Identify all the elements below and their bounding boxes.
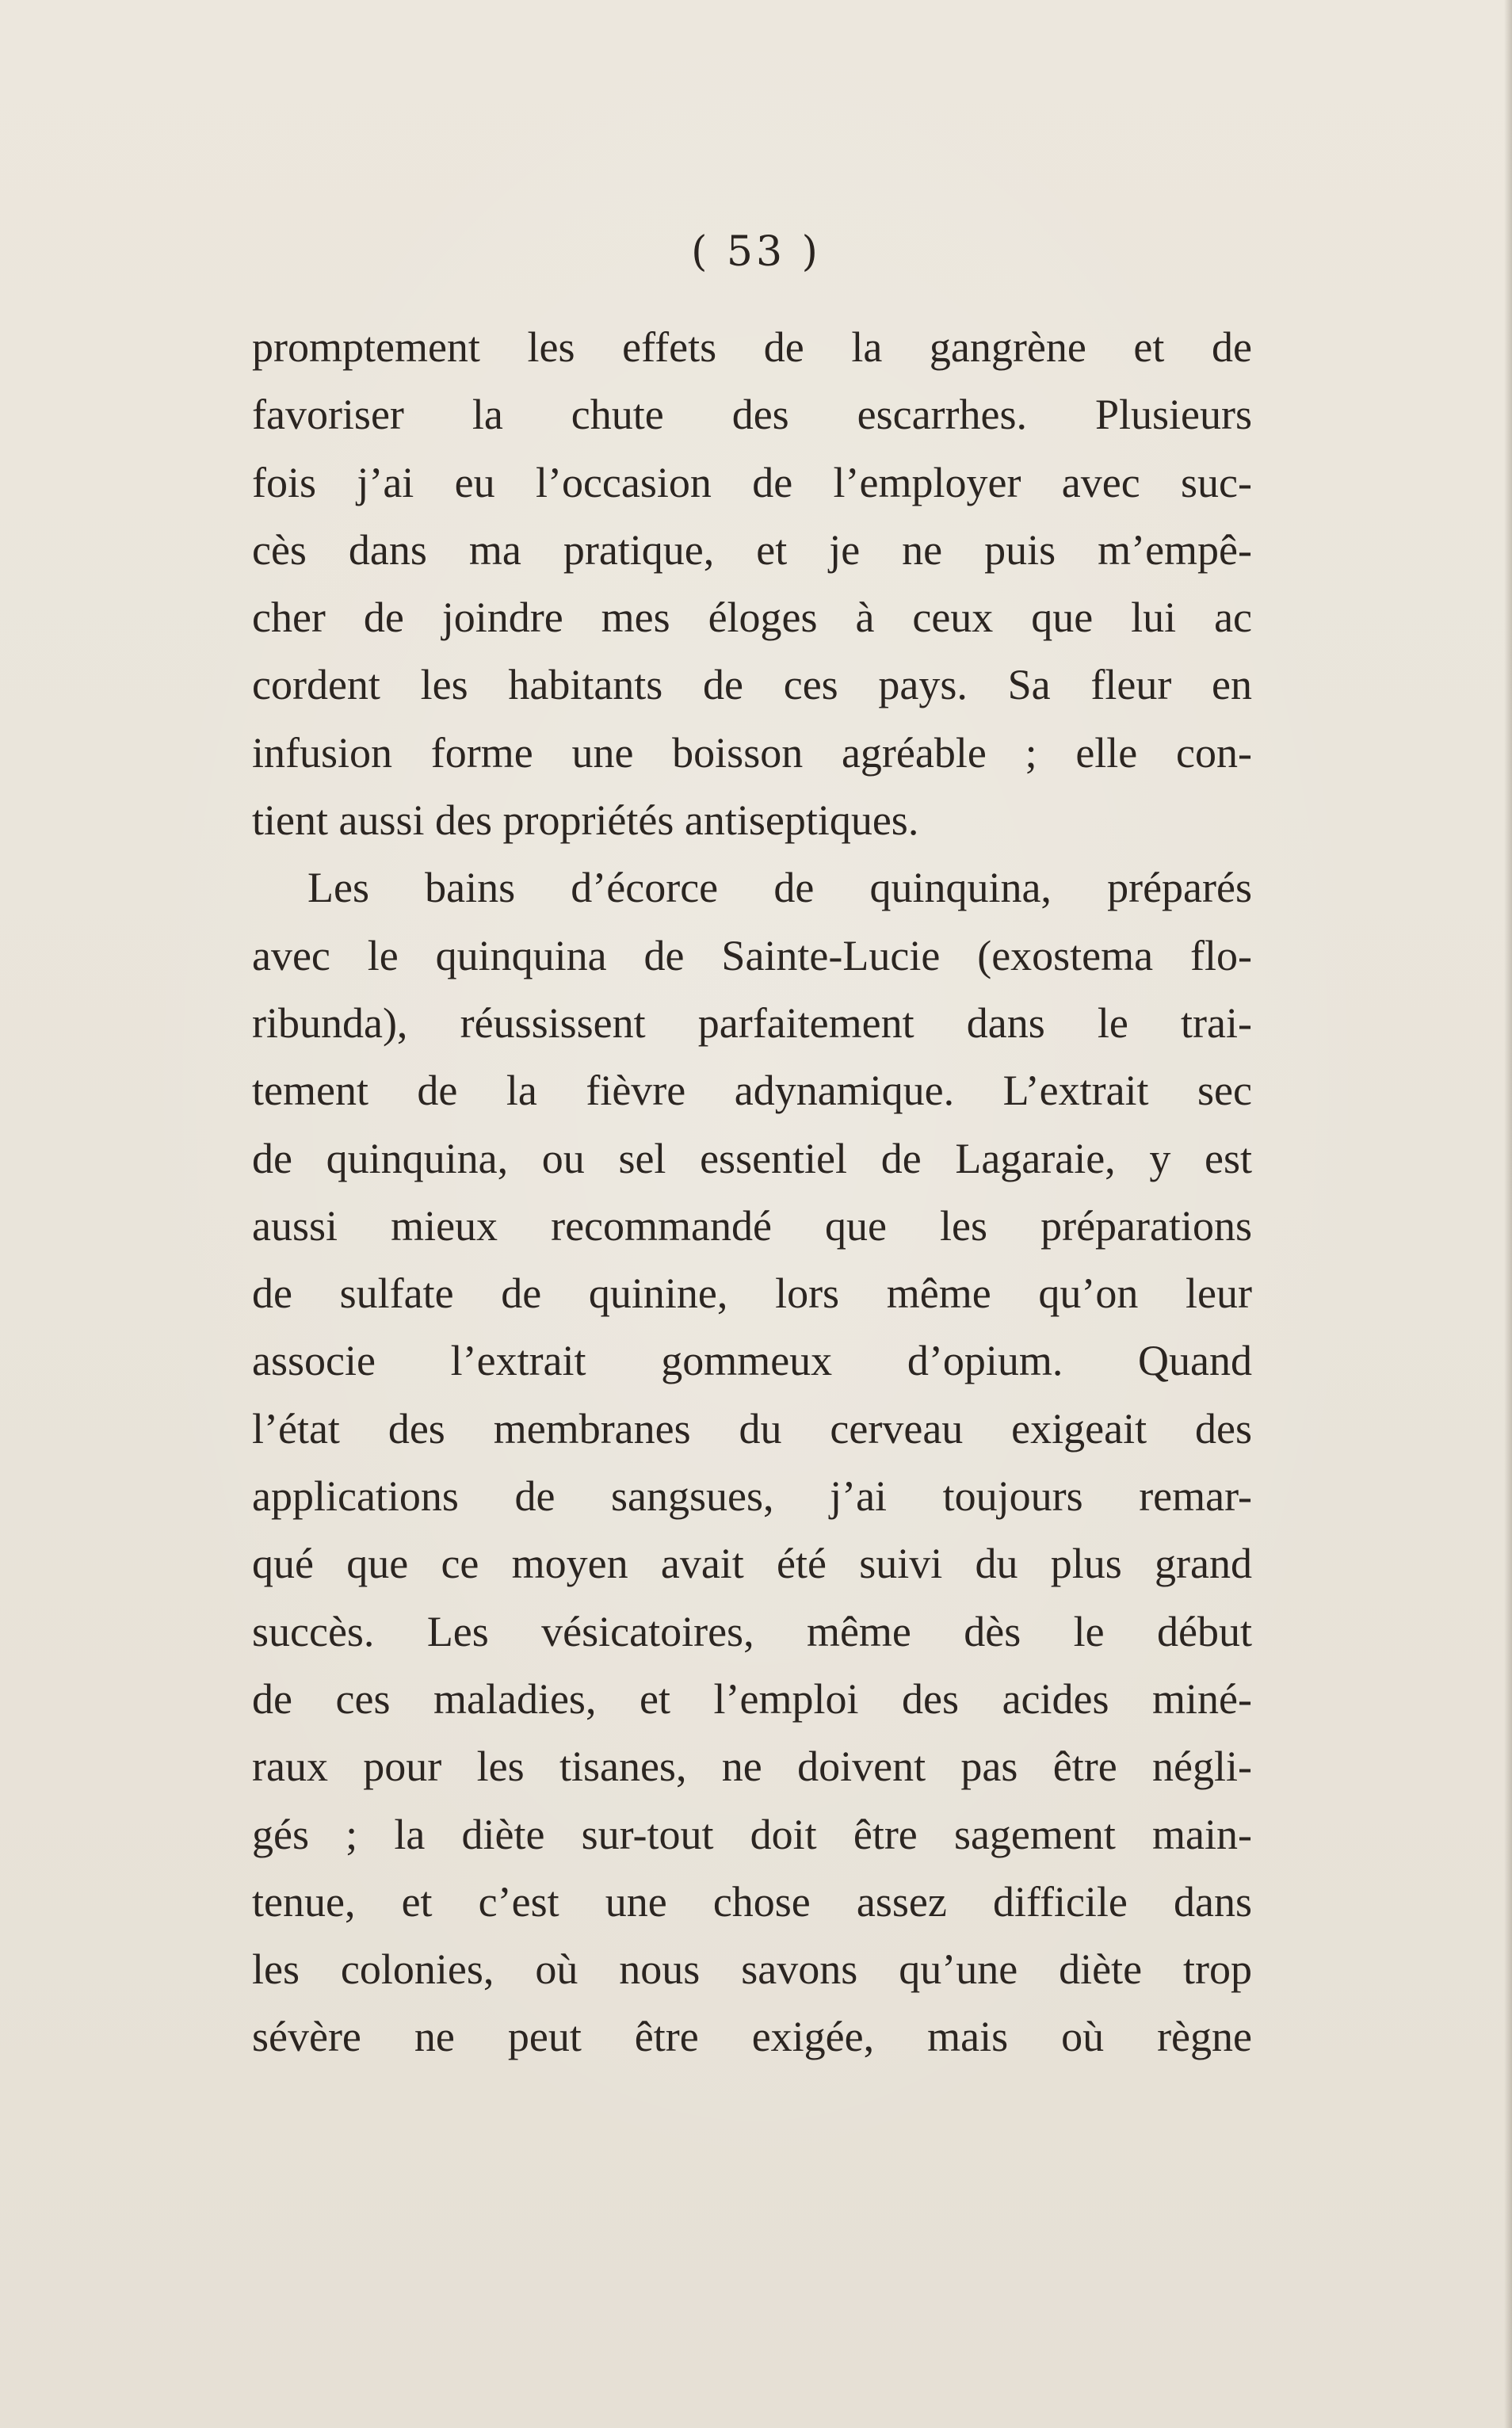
text-line: tenue, et c’est une chose assez difficile dans	[252, 1877, 1252, 1926]
text-line: favoriser la chute des escarrhes. Plusieurs	[252, 391, 1252, 439]
text-line: tient aussi des propriétés antiseptiques.	[252, 796, 919, 845]
text-line: tement de la fièvre adynamique. L’extrait sec	[252, 1067, 1252, 1115]
text-line: Les bains d’écorce de quinquina, préparés	[307, 864, 1252, 912]
text-line: de quinquina, ou sel essentiel de Lagaraie, y est	[252, 1134, 1252, 1182]
text-line: l’état des membranes du cerveau exigeait des	[252, 1404, 1252, 1453]
paragraph-2	[252, 854, 1252, 2071]
paragraph-1	[252, 314, 1252, 854]
text-line: les colonies, où nous savons qu’une diète trop	[252, 1945, 1252, 1994]
text-line: promptement les effets de la gangrène et de	[252, 323, 1252, 371]
body-text	[252, 314, 1252, 2071]
page-number: ( 53 )	[691, 228, 821, 276]
text-line: cher de joindre mes éloges à ceux que lui ac	[252, 594, 1252, 642]
text-line: de ces maladies, et l’emploi des acides miné-	[252, 1674, 1252, 1723]
text-line: sévère ne peut être exigée, mais où règne	[252, 2013, 1252, 2061]
text-line: infusion forme une boisson agréable ; elle con-	[252, 728, 1252, 777]
text-line: gés ; la diète sur-tout doit être sagement main-	[252, 1810, 1252, 1858]
text-line: qué que ce moyen avait été suivi du plus grand	[252, 1540, 1252, 1588]
text-line: cordent les habitants de ces pays. Sa fleur en	[252, 661, 1252, 709]
text-line: raux pour les tisanes, ne doivent pas être négli-	[252, 1743, 1252, 1791]
text-line: de sulfate de quinine, lors même qu’on leur	[252, 1269, 1252, 1318]
page-edge-shadow	[1504, 0, 1512, 2428]
text-line: fois j’ai eu l’occasion de l’employer avec suc-	[252, 458, 1252, 506]
text-line: avec le quinquina de Sainte-Lucie (exostema flo-	[252, 931, 1252, 979]
text-line: ribunda), réussissent parfaitement dans le trai-	[252, 998, 1252, 1047]
text-line: cès dans ma pratique, et je ne puis m’empê-	[252, 525, 1252, 574]
text-line: succès. Les vésicatoires, même dès le début	[252, 1607, 1252, 1655]
text-line: aussi mieux recommandé que les préparations	[252, 1201, 1252, 1250]
text-line: applications de sangsues, j’ai toujours remar-	[252, 1472, 1252, 1521]
text-line: associe l’extrait gommeux d’opium. Quand	[252, 1337, 1252, 1385]
